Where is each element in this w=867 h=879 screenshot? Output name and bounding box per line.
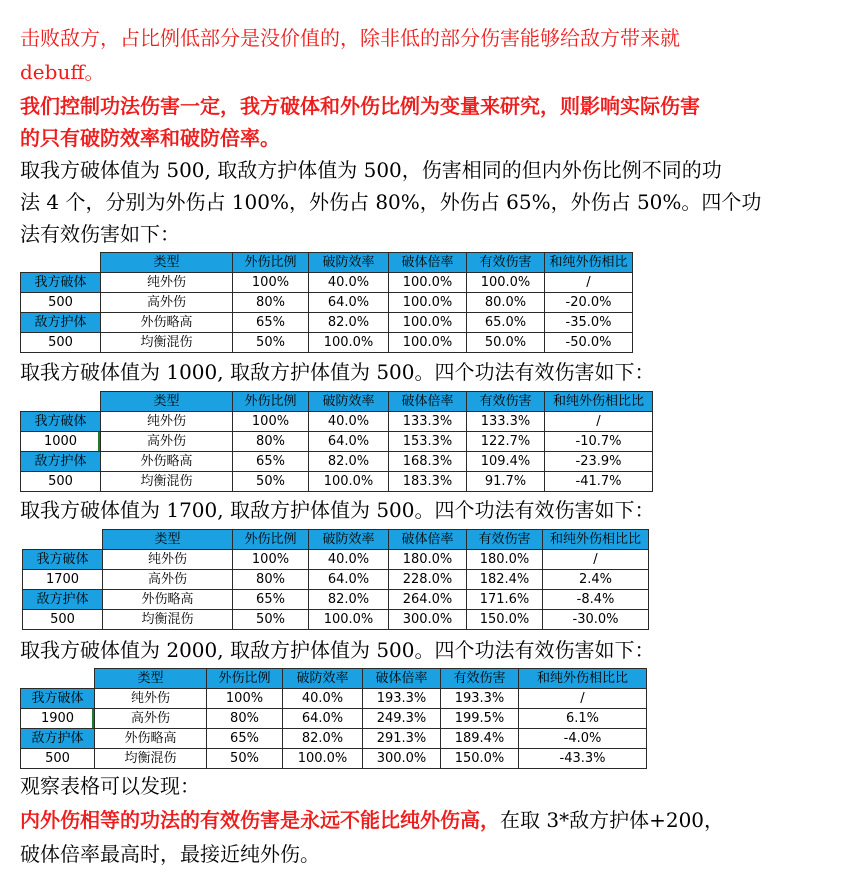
table-cell: 100.0% — [467, 273, 545, 293]
table-cell: 100.0% — [389, 273, 467, 293]
conclusion-line — [20, 804, 860, 836]
header-cell: 有效伤害 — [467, 530, 543, 550]
header-cell: 外伤比例 — [233, 253, 309, 273]
header-cell: 破防效率 — [309, 253, 389, 273]
table-cell: -23.9% — [545, 452, 653, 472]
table-cell: 228.0% — [389, 570, 467, 590]
header-cell: 外伤比例 — [233, 392, 309, 412]
table-cell: 82.0% — [283, 729, 363, 749]
header-cell: 和纯外伤相比比 — [543, 530, 649, 550]
table-cell: 40.0% — [309, 550, 389, 570]
side-value: 500 — [21, 472, 101, 492]
table-cell: 133.3% — [389, 412, 467, 432]
side-label: 我方破体 — [21, 689, 95, 709]
table-cell: -50.0% — [545, 333, 633, 353]
table-cell: -8.4% — [543, 590, 649, 610]
table-cell: 100.0% — [283, 749, 363, 769]
table-cell: 50% — [233, 472, 309, 492]
conclusion-lead: 观察表格可以发现： — [20, 774, 200, 798]
table-row — [23, 610, 649, 630]
header-cell: 有效伤害 — [467, 253, 545, 273]
side-label: 我方破体 — [23, 550, 103, 570]
table-cell: 2.4% — [543, 570, 649, 590]
table-cell: 291.3% — [363, 729, 441, 749]
table-cell: 外伤略高 — [101, 313, 233, 333]
table-cell: 199.5% — [441, 709, 519, 729]
table-cell: 193.3% — [363, 689, 441, 709]
table-cell: 65.0% — [467, 313, 545, 333]
table-cell: 65% — [207, 729, 283, 749]
table-cell: 82.0% — [309, 452, 389, 472]
paragraph-line-1: 取我方破体值为 500, 取敌方护体值为 500，伤害相同的但内外伤比例不同的功 — [20, 158, 722, 182]
table-cell: 180.0% — [389, 550, 467, 570]
header-cell: 破体倍率 — [389, 253, 467, 273]
table-cell: 高外伤 — [95, 709, 207, 729]
table-cell: 182.4% — [467, 570, 543, 590]
header-cell: 破防效率 — [309, 530, 389, 550]
table-cell: 65% — [233, 452, 309, 472]
table-cell: / — [545, 273, 633, 293]
table-cell: 50% — [233, 333, 309, 353]
table-cell: 171.6% — [467, 590, 543, 610]
table-cell: 100% — [207, 689, 283, 709]
table-cell: 80% — [233, 432, 309, 452]
table-cell: 150.0% — [467, 610, 543, 630]
table-cell: 100.0% — [309, 610, 389, 630]
side-label: 我方破体 — [21, 273, 101, 293]
table-cell: 100.0% — [309, 472, 389, 492]
table-header-row — [21, 392, 653, 412]
table-cell: 100.0% — [309, 333, 389, 353]
header-cell: 和纯外伤相比 — [545, 253, 633, 273]
header-cell: 和纯外伤相比比 — [545, 392, 653, 412]
table-cell: 80% — [233, 570, 309, 590]
side-label: 敌方护体 — [21, 452, 101, 472]
table-cell: 82.0% — [309, 313, 389, 333]
header-cell: 和纯外伤相比比 — [519, 669, 647, 689]
table-row — [21, 749, 647, 769]
damage-table-4 — [20, 668, 647, 769]
table-row — [21, 313, 633, 333]
side-value: 1700 — [23, 570, 103, 590]
side-label: 敌方护体 — [23, 590, 103, 610]
side-label: 我方破体 — [21, 412, 101, 432]
table-cell: 189.4% — [441, 729, 519, 749]
intro-line-1: 击败敌方，占比例低部分是没价值的，除非低的部分伤害能够给敌方带来就 — [20, 26, 680, 50]
header-cell: 有效伤害 — [441, 669, 519, 689]
table-cell: 100% — [233, 273, 309, 293]
table-cell: 64.0% — [283, 709, 363, 729]
table-cell: 249.3% — [363, 709, 441, 729]
conclusion-rest: 在取 3*敌方护体+200， — [500, 808, 725, 832]
table-cell: 80.0% — [467, 293, 545, 313]
table-cell: -43.3% — [519, 749, 647, 769]
table-cell: 80% — [207, 709, 283, 729]
caption-4: 取我方破体值为 2000, 取敌方护体值为 500。四个功法有效伤害如下： — [20, 638, 655, 662]
table-cell: 65% — [233, 313, 309, 333]
table-cell: 均衡混伤 — [101, 472, 233, 492]
header-cell: 破防效率 — [309, 392, 389, 412]
table-cell: 外伤略高 — [95, 729, 207, 749]
table-cell: 40.0% — [283, 689, 363, 709]
side-value: 500 — [21, 293, 101, 313]
header-cell: 外伤比例 — [207, 669, 283, 689]
table-cell: 50% — [233, 610, 309, 630]
table-cell: 100% — [233, 412, 309, 432]
caption-2: 取我方破体值为 1000, 取敌方护体值为 500。四个功法有效伤害如下： — [20, 360, 655, 384]
table-cell: 高外伤 — [103, 570, 233, 590]
table-cell: 50% — [207, 749, 283, 769]
table-cell: -10.7% — [545, 432, 653, 452]
side-value-selected[interactable]: 1900 — [21, 709, 95, 729]
table-cell: 50.0% — [467, 333, 545, 353]
paragraph-line-3: 法有效伤害如下： — [20, 222, 180, 246]
table-cell: 153.3% — [389, 432, 467, 452]
damage-table-3 — [22, 529, 649, 630]
table-cell: -41.7% — [545, 472, 653, 492]
damage-table-2 — [20, 391, 653, 492]
table-header-row — [21, 669, 647, 689]
table-corner — [21, 392, 101, 412]
table-cell: 均衡混伤 — [103, 610, 233, 630]
table-cell: -35.0% — [545, 313, 633, 333]
table-cell: 300.0% — [389, 610, 467, 630]
damage-table-1 — [20, 252, 633, 353]
table-cell: 纯外伤 — [95, 689, 207, 709]
header-cell: 类型 — [101, 392, 233, 412]
table-row — [21, 412, 653, 432]
side-value-selected[interactable]: 1000 — [21, 432, 101, 452]
table-cell: 109.4% — [467, 452, 545, 472]
table-cell: 纯外伤 — [101, 412, 233, 432]
table-cell: 6.1% — [519, 709, 647, 729]
table-cell: -4.0% — [519, 729, 647, 749]
table-row — [21, 273, 633, 293]
table-cell: 193.3% — [441, 689, 519, 709]
bold-line-2: 的只有破防效率和破防倍率。 — [20, 126, 280, 150]
table-cell: / — [519, 689, 647, 709]
table-cell: 64.0% — [309, 432, 389, 452]
side-value: 500 — [21, 749, 95, 769]
header-cell: 类型 — [95, 669, 207, 689]
table-cell: 高外伤 — [101, 432, 233, 452]
table-cell: / — [543, 550, 649, 570]
table-corner — [21, 253, 101, 273]
table-cell: 64.0% — [309, 293, 389, 313]
header-cell: 破体倍率 — [363, 669, 441, 689]
table-row — [23, 570, 649, 590]
table-cell: 100% — [233, 550, 309, 570]
conclusion-last-line: 破体倍率最高时，最接近纯外伤。 — [20, 842, 320, 866]
intro-line-2: debuff。 — [20, 60, 105, 84]
table-row — [23, 590, 649, 610]
side-label: 敌方护体 — [21, 313, 101, 333]
table-cell: 均衡混伤 — [95, 749, 207, 769]
conclusion-highlight: 内外伤相等的功法的有效伤害是永远不能比纯外伤高， — [20, 808, 500, 832]
table-cell: 80% — [233, 293, 309, 313]
table-cell: 65% — [233, 590, 309, 610]
table-cell: 168.3% — [389, 452, 467, 472]
table-row — [21, 333, 633, 353]
side-label: 敌方护体 — [21, 729, 95, 749]
paragraph-line-2: 法 4 个，分别为外伤占 100%，外伤占 80%，外伤占 65%，外伤占 50%。四个功 — [20, 190, 762, 214]
table-row — [21, 452, 653, 472]
table-header-row — [23, 530, 649, 550]
table-cell: 264.0% — [389, 590, 467, 610]
table-cell: 100.0% — [389, 313, 467, 333]
table-cell: 40.0% — [309, 273, 389, 293]
side-value: 500 — [21, 333, 101, 353]
caption-3: 取我方破体值为 1700, 取敌方护体值为 500。四个功法有效伤害如下： — [20, 498, 655, 522]
table-row — [21, 689, 647, 709]
table-cell: 纯外伤 — [103, 550, 233, 570]
header-cell: 破体倍率 — [389, 530, 467, 550]
table-row — [23, 550, 649, 570]
table-cell: 82.0% — [309, 590, 389, 610]
table-row — [21, 432, 653, 452]
table-cell: 100.0% — [389, 333, 467, 353]
header-cell: 类型 — [103, 530, 233, 550]
header-cell: 破防效率 — [283, 669, 363, 689]
table-cell: 高外伤 — [101, 293, 233, 313]
table-cell: 183.3% — [389, 472, 467, 492]
table-row — [21, 729, 647, 749]
table-cell: 300.0% — [363, 749, 441, 769]
table-cell: 外伤略高 — [103, 590, 233, 610]
table-cell: 122.7% — [467, 432, 545, 452]
header-cell: 有效伤害 — [467, 392, 545, 412]
table-cell: 40.0% — [309, 412, 389, 432]
header-cell: 类型 — [101, 253, 233, 273]
table-cell: 外伤略高 — [101, 452, 233, 472]
table-corner — [21, 669, 95, 689]
table-cell: 91.7% — [467, 472, 545, 492]
table-cell: -20.0% — [545, 293, 633, 313]
table-cell: / — [545, 412, 653, 432]
table-cell: 64.0% — [309, 570, 389, 590]
table-header-row — [21, 253, 633, 273]
table-row — [21, 293, 633, 313]
table-cell: 100.0% — [389, 293, 467, 313]
table-corner — [23, 530, 103, 550]
table-cell: 133.3% — [467, 412, 545, 432]
table-row — [21, 472, 653, 492]
header-cell: 外伤比例 — [233, 530, 309, 550]
table-cell: 纯外伤 — [101, 273, 233, 293]
table-row — [21, 709, 647, 729]
side-value: 500 — [23, 610, 103, 630]
table-cell: -30.0% — [543, 610, 649, 630]
header-cell: 破体倍率 — [389, 392, 467, 412]
table-cell: 180.0% — [467, 550, 543, 570]
table-cell: 均衡混伤 — [101, 333, 233, 353]
table-cell: 150.0% — [441, 749, 519, 769]
bold-line-1: 我们控制功法伤害一定，我方破体和外伤比例为变量来研究，则影响实际伤害 — [20, 94, 700, 118]
